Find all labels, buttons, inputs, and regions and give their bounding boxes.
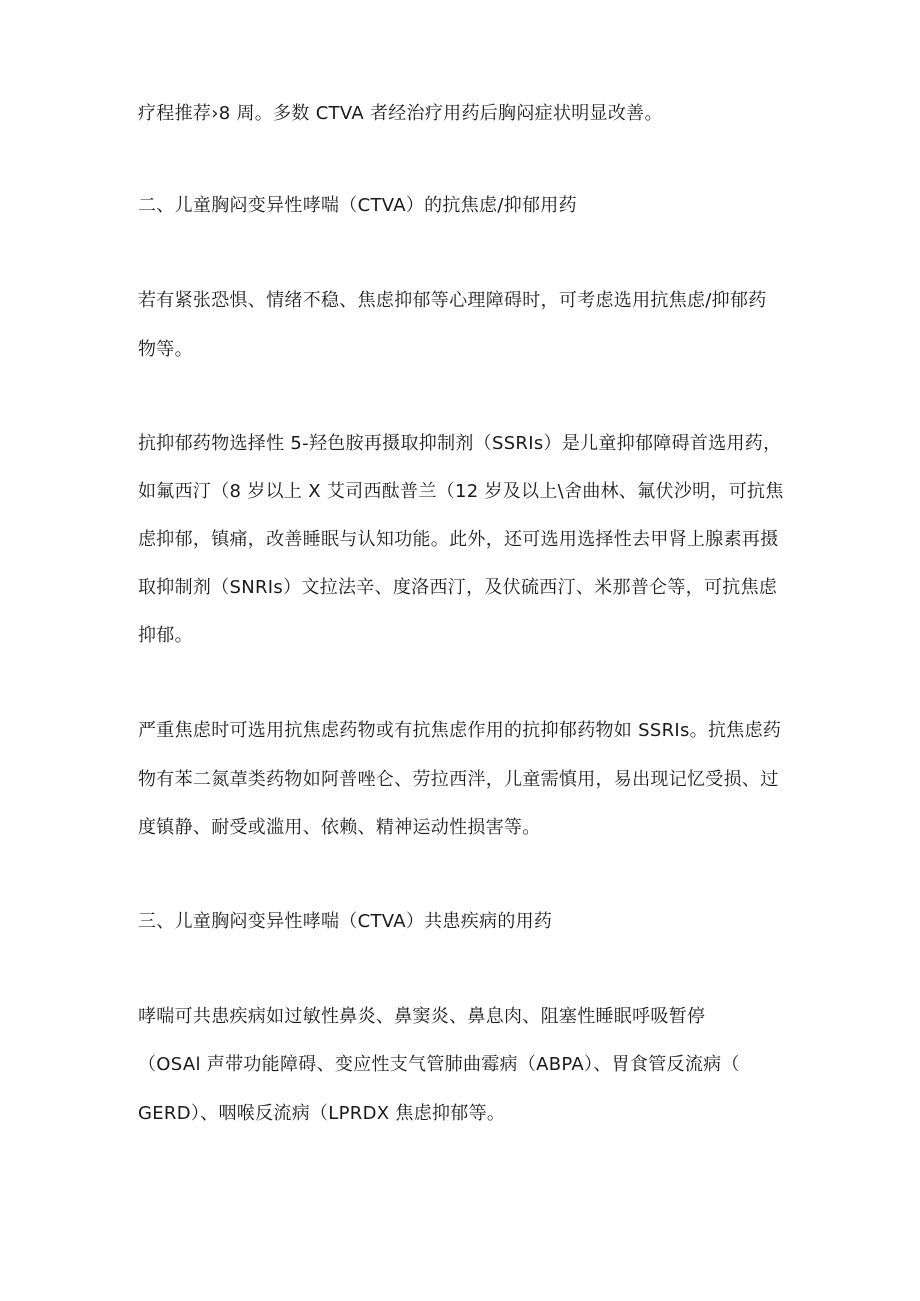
paragraph-line: 虑抑郁，镇痛，改善睡眠与认知功能。此外，还可选用选择性去甲肾上腺素再摄: [138, 529, 779, 550]
paragraph-line: 抑郁。: [138, 625, 193, 646]
paragraph-line: 取抑制剂（SNRIs）文拉法辛、度洛西汀，及伏硫西汀、米那普仑等，可抗焦虑: [138, 577, 778, 598]
section-heading: 二、儿童胸闷变异性哮喘（CTVA）的抗焦虑/抑郁用药: [138, 195, 577, 216]
paragraph-line: 疗程推荐›8 周。多数 CTVA 者经治疗用药后胸闷症状明显改善。: [138, 103, 663, 124]
paragraph-line: 如氟西汀（8 岁以上 X 艾司西酞普兰（12 岁及以上\舍曲林、氟伏沙明，可抗焦: [138, 481, 784, 502]
paragraph-line: 严重焦虑时可选用抗焦虑药物或有抗焦虑作用的抗抑郁药物如 SSRIs。抗焦虑药: [138, 720, 782, 741]
section-heading: 三、儿童胸闷变异性哮喘（CTVA）共患疾病的用药: [138, 911, 553, 932]
paragraph-line: GERD）、咽喉反流病（LPRDX 焦虑抑郁等。: [138, 1103, 506, 1124]
paragraph-line: 哮喘可共患疾病如过敏性鼻炎、鼻窦炎、鼻息肉、阻塞性睡眠呼吸暂停: [138, 1006, 706, 1027]
paragraph-line: 抗抑郁药物选择性 5-羟色胺再摄取抑制剂（SSRIs）是儿童抑郁障碍首选用药，: [138, 433, 782, 454]
paragraph-line: （OSAl 声带功能障碍、变应性支气管肺曲霉病（ABPA）、胃食管反流病（: [138, 1054, 740, 1075]
paragraph-line: 物等。: [138, 339, 193, 360]
paragraph-line: 度镇静、耐受或滥用、依赖、精神运动性损害等。: [138, 817, 541, 838]
paragraph-line: 若有紧张恐惧、情绪不稳、焦虑抑郁等心理障碍时，可考虑选用抗焦虑/抑郁药: [138, 290, 767, 311]
paragraph-line: 物有苯二氮䓬类药物如阿普唑仑、劳拉西泮，儿童需慎用，易出现记忆受损、过: [138, 769, 779, 790]
